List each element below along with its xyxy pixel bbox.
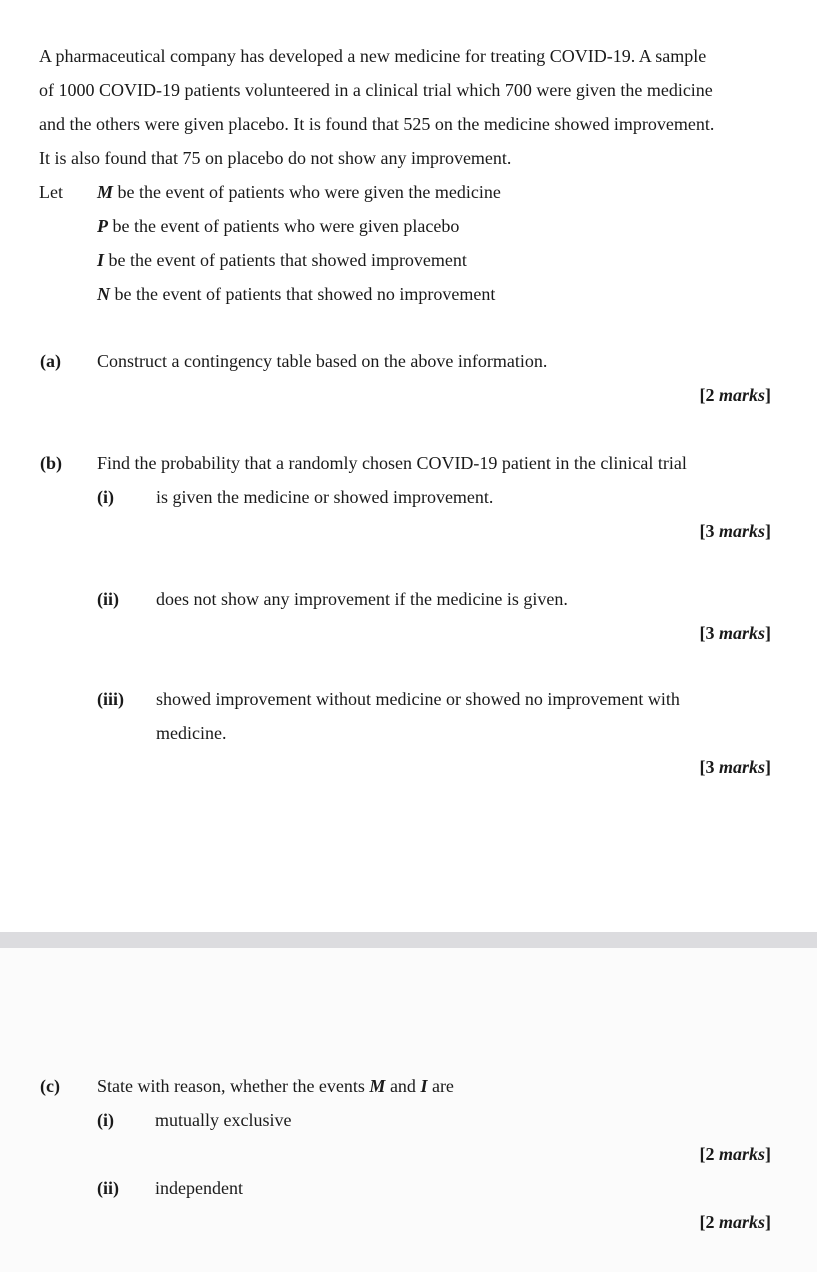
part-b-label: (b) bbox=[40, 453, 62, 473]
part-b-iii-line-2: medicine. bbox=[156, 723, 227, 743]
symbol-n: N bbox=[97, 284, 110, 304]
part-b-ii-marks bbox=[699, 622, 771, 644]
part-c-text bbox=[97, 1075, 454, 1097]
part-b-ii-text: does not show any improvement if the medicine is given. bbox=[156, 589, 568, 609]
page-divider bbox=[0, 932, 817, 948]
marks-word: marks bbox=[718, 521, 765, 541]
part-c-ii-label: (ii) bbox=[97, 1178, 119, 1198]
intro-line-4: It is also found that 75 on placebo do not show any improvement. bbox=[39, 148, 512, 168]
part-b-iii-label: (iii) bbox=[97, 689, 124, 709]
part-b-iii-marks bbox=[699, 756, 771, 778]
marks-number: [2 bbox=[699, 1144, 719, 1164]
definition-n bbox=[97, 283, 495, 305]
part-c-ii-marks bbox=[699, 1211, 771, 1233]
part-b-i-label: (i) bbox=[97, 487, 114, 507]
part-c-i-text: mutually exclusive bbox=[155, 1110, 292, 1130]
marks-bracket: ] bbox=[765, 521, 771, 541]
intro-line-2: of 1000 COVID-19 patients volunteered in a clinical trial which 700 were given the medicine bbox=[39, 80, 713, 100]
definition-i bbox=[97, 249, 467, 271]
intro-line-1: A pharmaceutical company has developed a new medicine for treating COVID-19. A sample bbox=[39, 46, 707, 66]
symbol-i: I bbox=[420, 1076, 428, 1096]
part-c-ii-text: independent bbox=[155, 1178, 243, 1198]
marks-number: [3 bbox=[699, 521, 719, 541]
part-b-ii-label: (ii) bbox=[97, 589, 119, 609]
intro-line-3: and the others were given placebo. It is found that 525 on the medicine showed improvement. bbox=[39, 114, 715, 134]
marks-bracket: ] bbox=[765, 1144, 771, 1164]
part-a-text: Construct a contingency table based on the above information. bbox=[97, 351, 548, 371]
part-c-text-mid: and bbox=[385, 1076, 421, 1096]
part-b-i-text: is given the medicine or showed improvement. bbox=[156, 487, 494, 507]
symbol-m: M bbox=[369, 1076, 386, 1096]
part-b-iii-line-1: showed improvement without medicine or showed no improvement with bbox=[156, 689, 680, 709]
symbol-m: M bbox=[97, 182, 114, 202]
marks-bracket: ] bbox=[765, 623, 771, 643]
marks-bracket: ] bbox=[765, 385, 771, 405]
symbol-p: P bbox=[97, 216, 108, 236]
symbol-i: I bbox=[97, 250, 105, 270]
definition-text: be the event of patients that showed no improvement bbox=[110, 284, 496, 304]
marks-number: [3 bbox=[699, 757, 719, 777]
marks-bracket: ] bbox=[765, 757, 771, 777]
part-c-label: (c) bbox=[40, 1076, 60, 1096]
part-b-text: Find the probability that a randomly chosen COVID-19 patient in the clinical trial bbox=[97, 453, 687, 473]
part-c-i-label: (i) bbox=[97, 1110, 114, 1130]
definition-text: be the event of patients that showed improvement bbox=[104, 250, 467, 270]
definition-p bbox=[97, 215, 459, 237]
marks-word: marks bbox=[718, 1144, 765, 1164]
definition-m bbox=[97, 181, 501, 203]
part-c-text-pre: State with reason, whether the events bbox=[97, 1076, 370, 1096]
definition-text: be the event of patients who were given the medicine bbox=[113, 182, 501, 202]
part-a-label: (a) bbox=[40, 351, 61, 371]
let-label: Let bbox=[39, 182, 63, 202]
part-b-i-marks bbox=[699, 520, 771, 542]
marks-word: marks bbox=[718, 385, 765, 405]
marks-number: [3 bbox=[699, 623, 719, 643]
part-a-marks bbox=[699, 384, 771, 406]
marks-word: marks bbox=[718, 757, 765, 777]
marks-number: [2 bbox=[699, 1212, 719, 1232]
marks-word: marks bbox=[718, 623, 765, 643]
part-c-text-post: are bbox=[427, 1076, 454, 1096]
part-c-i-marks bbox=[699, 1143, 771, 1165]
marks-word: marks bbox=[718, 1212, 765, 1232]
marks-bracket: ] bbox=[765, 1212, 771, 1232]
page-bottom-section bbox=[0, 948, 817, 1272]
marks-number: [2 bbox=[699, 385, 719, 405]
definition-text: be the event of patients who were given placebo bbox=[108, 216, 460, 236]
